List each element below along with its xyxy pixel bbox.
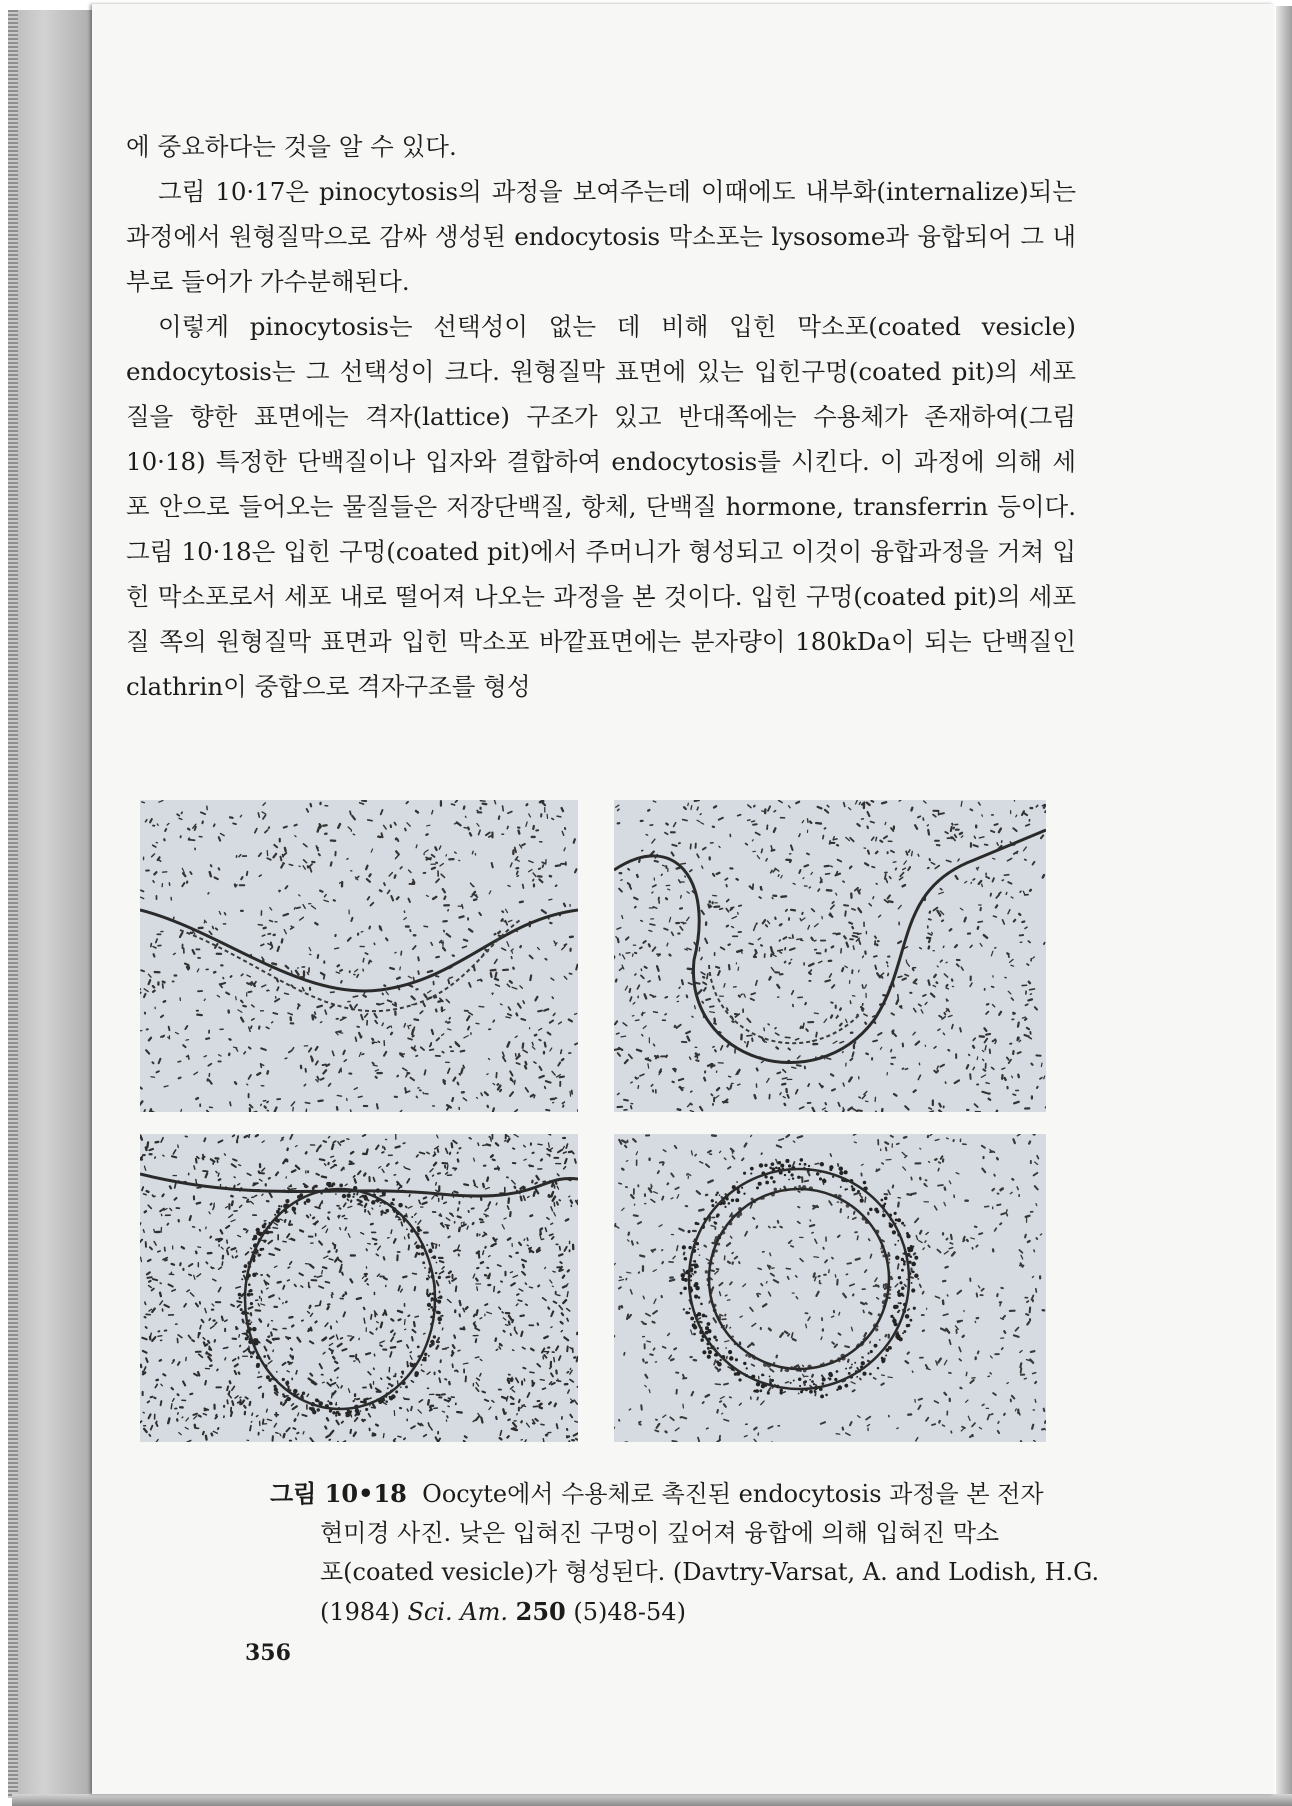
paragraph: 이렇게 pinocytosis는 선택성이 없는 데 비해 입힌 막소포(coated vesicle) endocytosis는 그 선택성이 크다. 원형질막 표면에 있는 입힌구멍(coated pit)의 세포질을 향한 표면에는 격자(lattice) 구조가 있고 반대쪽에는 수용체가 존재하여(그림 10·18) 특정한 단백질이나 입자와 결합하여 endocytosis를 시킨다. 이 과정에 의해 세포 안으로 들어오는 물질들은 저장단백질, 항체, 단백질 hormone, transferrin 등이다. 그림 10·18은 입힌 구멍(coated pit)에서 주머니가 형성되고 이것이 융합과정을 거쳐 입힌 막소포로서 세포 내로 떨어져 나오는 과정을 본 것이다. 입힌 구멍(coated pit)의 세포질 쪽의 원형질막 표면과 입힌 막소포 바깥표면에는 분자량이 180kDa이 되는 단백질인 clathrin이 중합으로 격자구조를 형성 [126, 312, 1076, 701]
book-edge-left [8, 10, 98, 1798]
paragraph: 에 중요하다는 것을 알 수 있다. [126, 132, 457, 161]
caption-text: Oocyte에서 수용체로 촉진된 endocytosis 과정을 본 전자 [422, 1480, 1044, 1508]
micrograph-coated-pit-shallow [140, 800, 578, 1112]
paragraph: 그림 10·17은 pinocytosis의 과정을 보여주는데 이때에도 내부화(internalize)되는 과정에서 원형질막으로 감싸 생성된 endocytosis 막소포는 lysosome과 융합되어 그 내부로 들어가 가수분해된다. [126, 177, 1076, 296]
body-text [126, 124, 1076, 709]
micrograph-image [140, 1134, 578, 1442]
caption-text: 현미경 사진. 낮은 입혀진 구멍이 깊어져 융합에 의해 입혀진 막소 [320, 1519, 1000, 1547]
citation-journal: Sci. Am. [407, 1598, 508, 1626]
micrograph-image [614, 1134, 1046, 1442]
book-edge-bottom [12, 1794, 1292, 1806]
citation-volume: 250 [515, 1597, 566, 1626]
page-stack-stripe [8, 10, 18, 1798]
micrograph-vesicle-budding [140, 1134, 578, 1442]
figure-caption [270, 1474, 1132, 1632]
caption-citation [270, 1592, 1132, 1632]
citation-pages: (5)48-54) [573, 1598, 686, 1626]
caption-text: 포(coated vesicle)가 형성된다. (Davtry-Varsat, A. and Lodish, H.G. [320, 1558, 1100, 1586]
micrograph-image [140, 800, 578, 1112]
micrograph-image [614, 800, 1046, 1112]
caption-label: 그림 10•18 [270, 1479, 407, 1508]
micrograph-coated-vesicle [614, 1134, 1046, 1442]
citation-year: (1984) [320, 1598, 400, 1626]
book-edge-right [1276, 6, 1292, 1800]
page-number: 356 [245, 1640, 291, 1666]
micrograph-coated-pit-deep [614, 800, 1046, 1112]
figure-micrographs [140, 800, 1052, 1442]
